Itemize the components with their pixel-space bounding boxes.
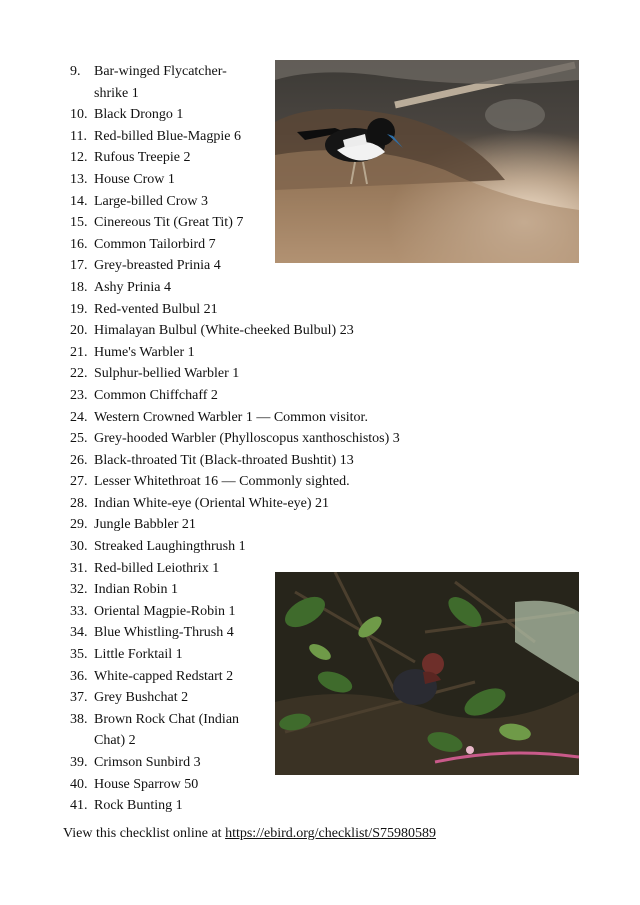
item-number: 28. [70,495,88,511]
species-entry: Rock Bunting 1 [94,798,183,814]
item-number: 23. [70,387,88,403]
species-entry: Hume's Warbler 1 [94,344,195,360]
list-item [70,234,410,256]
list-item [70,320,410,342]
item-number: 37. [70,690,88,706]
item-number: 10. [70,107,88,123]
species-entry: Large-billed Crow 3 [94,193,209,209]
species-entry: Crimson Sunbird 3 [94,755,201,770]
item-number: 12. [70,150,88,166]
species-entry: Common Chiffchaff 2 [94,387,218,403]
item-number: 38. [70,711,88,727]
item-number: 39. [70,755,88,770]
list-item [70,471,410,493]
checklist-link[interactable]: https://ebird.org/checklist/S75980589 [225,826,436,841]
item-number: 36. [70,668,88,684]
species-entry: Lesser Whitethroat 16 — Commonly sighted. [94,474,350,490]
species-entry: Grey-hooded Warbler (Phylloscopus xanthoschistos) 3 [94,431,400,447]
species-entry: Red-billed Blue-Magpie 6 [94,128,241,144]
species-entry: Bar-winged Flycatcher-shrike 1 [94,64,227,101]
item-number: 20. [70,323,88,339]
item-number: 14. [70,193,88,209]
list-item [70,493,410,515]
list-item [70,147,410,169]
species-entry: Streaked Laughingthrush 1 [94,539,246,555]
checklist-footer [63,825,436,843]
species-entry: Sulphur-bellied Warbler 1 [94,366,240,382]
species-entry: Himalayan Bulbul (White-cheeked Bulbul) 23 [94,323,354,339]
list-item [70,774,410,796]
list-item [70,536,410,558]
species-entry: Jungle Babbler 21 [94,517,196,533]
list-item [70,342,410,364]
list-item [70,299,410,321]
list-item [70,428,410,450]
item-number: 24. [70,409,88,425]
species-entry: Oriental Magpie-Robin 1 [94,603,236,619]
species-entry: Western Crowned Warbler 1 — Common visitor. [94,409,368,425]
species-entry: Grey Bushchat 2 [94,690,189,706]
list-item [70,61,410,104]
item-number: 18. [70,279,88,295]
list-item [70,169,410,191]
item-number: 17. [70,258,88,274]
list-item [70,385,410,407]
species-entry: Black-throated Tit (Black-throated Bushtit) 13 [94,452,354,468]
list-item [70,407,410,429]
item-number: 13. [70,171,88,187]
item-number: 35. [70,647,88,663]
item-number: 21. [70,344,88,360]
species-entry: Cinereous Tit (Great Tit) 7 [94,215,244,231]
species-entry: Red-billed Leiothrix 1 [94,560,220,576]
item-number: 15. [70,215,88,231]
item-number: 41. [70,798,88,814]
species-entry: Indian Robin 1 [94,582,178,598]
bird-in-undergrowth-image [275,572,579,775]
list-item [70,363,410,385]
species-entry: Red-vented Bulbul 21 [94,301,218,317]
item-number: 33. [70,603,88,619]
species-entry: Grey-breasted Prinia 4 [94,258,221,274]
item-number: 16. [70,236,88,252]
item-number: 25. [70,431,88,447]
species-entry: Indian White-eye (Oriental White-eye) 21 [94,495,330,511]
item-number: 22. [70,366,88,382]
item-number: 32. [70,582,88,598]
species-entry: Black Drongo 1 [94,107,184,123]
species-entry: House Crow 1 [94,171,175,187]
item-number: 27. [70,474,88,490]
species-entry: Ashy Prinia 4 [94,279,171,295]
list-item [70,514,410,536]
list-item [70,126,410,148]
item-number: 11. [70,128,87,144]
item-number: 9. [70,64,81,79]
list-item [70,191,410,213]
item-number: 30. [70,539,88,555]
species-entry: White-capped Redstart 2 [94,668,234,684]
list-item [70,104,410,126]
item-number: 29. [70,517,88,533]
species-entry: Brown Rock Chat (Indian Chat) 2 [94,711,240,749]
item-number: 26. [70,452,88,468]
photo-bird-in-undergrowth [275,572,579,775]
list-item [70,277,410,299]
item-number: 19. [70,301,88,317]
list-item [70,450,410,472]
footer-prefix: View this checklist online at [63,826,226,841]
item-number: 31. [70,560,88,576]
species-entry: Common Tailorbird 7 [94,236,216,252]
species-entry: Rufous Treepie 2 [94,150,191,166]
species-entry: House Sparrow 50 [94,776,199,792]
list-item [70,255,410,277]
species-entry: Blue Whistling-Thrush 4 [94,625,234,641]
species-entry: Little Forktail 1 [94,647,183,663]
list-item [70,795,410,817]
item-number: 34. [70,625,88,641]
list-item [70,212,410,234]
item-number: 40. [70,776,88,792]
